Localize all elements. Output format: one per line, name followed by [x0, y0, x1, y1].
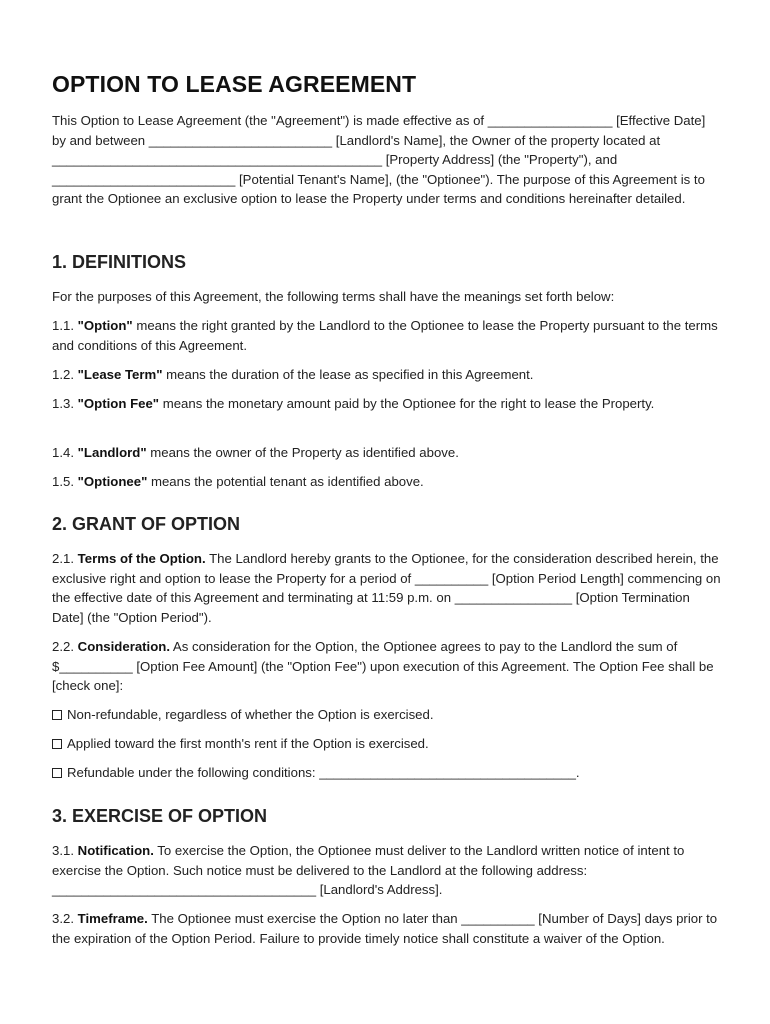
option-label: Applied toward the first month's rent if the Option is exercised. — [67, 736, 429, 751]
item-term: Notification. — [77, 843, 154, 858]
item-term: "Option Fee" — [77, 396, 160, 411]
item-text: means the monetary amount paid by the Optionee for the right to lease the Property. — [159, 396, 655, 411]
item-number: 1.4. — [52, 445, 78, 460]
fee-option-refundable — [52, 763, 722, 783]
definition-item — [52, 316, 722, 355]
intro-paragraph: This Option to Lease Agreement (the "Agreement") is made effective as of _________________ [Effective Date] by and between _________________________ [Landlord's Name], the Owner of the property located at _____________________________________________ [Property Address] (the "Property"), and _________________________ [Potential Tenant's Name], (the "Optionee"). The purpose of this Agreement is to grant the Optionee an exclusive option to lease the Property under terms and conditions hereinafter detailed. — [52, 113, 706, 207]
section-heading-grant-of-option: 2. GRANT OF OPTION — [52, 514, 241, 534]
item-text: As consideration for the Option, the Optionee agrees to pay to the Landlord the sum of $__________ [Option Fee Amount] (the "Option Fee") upon execution of this Agreement. The Option Fee shall be [check one]: — [52, 639, 714, 694]
item-number: 1.1. — [52, 318, 78, 333]
definition-item — [52, 365, 722, 385]
item-term: Consideration. — [77, 639, 170, 654]
item-term: "Lease Term" — [77, 367, 163, 382]
clause-item — [52, 637, 722, 696]
section-heading-definitions: 1. DEFINITIONS — [52, 252, 187, 272]
item-term: "Optionee" — [77, 474, 148, 489]
clause-item — [52, 549, 722, 627]
item-text: means the duration of the lease as specified in this Agreement. — [162, 367, 534, 382]
item-text: The Optionee must exercise the Option no later than __________ [Number of Days] days prior to the expiration of the Option Period. Failure to provide timely notice shall constitute a waiver of the Option. — [52, 911, 718, 946]
definition-item — [52, 443, 722, 463]
item-text: means the right granted by the Landlord to the Optionee to lease the Property pursuant to the terms and conditions of this Agreement. — [52, 318, 718, 353]
clause-item — [52, 841, 722, 900]
clause-item — [52, 909, 722, 948]
item-number: 3.2. — [52, 911, 78, 926]
item-number: 2.1. — [52, 551, 78, 566]
checkbox-icon[interactable] — [52, 739, 62, 749]
item-term: "Option" — [77, 318, 133, 333]
option-label: Refundable under the following conditions: ___________________________________. — [67, 765, 580, 780]
item-text: To exercise the Option, the Optionee must deliver to the Landlord written notice of intent to exercise the Option. Such notice must be delivered to the Landlord at the following address: ____________________________________ [Landlord's Address]. — [52, 843, 685, 898]
item-number: 2.2. — [52, 639, 78, 654]
checkbox-icon[interactable] — [52, 768, 62, 778]
item-term: Timeframe. — [77, 911, 148, 926]
item-term: "Landlord" — [77, 445, 147, 460]
definitions-lead: For the purposes of this Agreement, the following terms shall have the meanings set forth below: — [52, 289, 615, 304]
item-number: 1.2. — [52, 367, 78, 382]
document-title: OPTION TO LEASE AGREEMENT — [52, 71, 417, 97]
item-number: 1.5. — [52, 474, 78, 489]
item-term: Terms of the Option. — [77, 551, 206, 566]
checkbox-icon[interactable] — [52, 710, 62, 720]
item-text: means the potential tenant as identified above. — [147, 474, 424, 489]
item-number: 1.3. — [52, 396, 78, 411]
item-number: 3.1. — [52, 843, 78, 858]
definition-item — [52, 394, 722, 414]
fee-option-applied-to-rent — [52, 734, 722, 754]
fee-option-non-refundable — [52, 705, 722, 725]
option-label: Non-refundable, regardless of whether the Option is exercised. — [67, 707, 434, 722]
item-text: means the owner of the Property as identified above. — [146, 445, 459, 460]
item-text: The Landlord hereby grants to the Optionee, for the consideration described herein, the exclusive right and option to lease the Property for a period of __________ [Option Period Length] commencing on the effective date of this Agreement and terminating at 11:59 p.m. on ________________ [Option Termination Date] (the "Option Period"). — [52, 551, 721, 625]
section-heading-exercise-of-option: 3. EXERCISE OF OPTION — [52, 806, 268, 826]
definition-item — [52, 472, 722, 492]
